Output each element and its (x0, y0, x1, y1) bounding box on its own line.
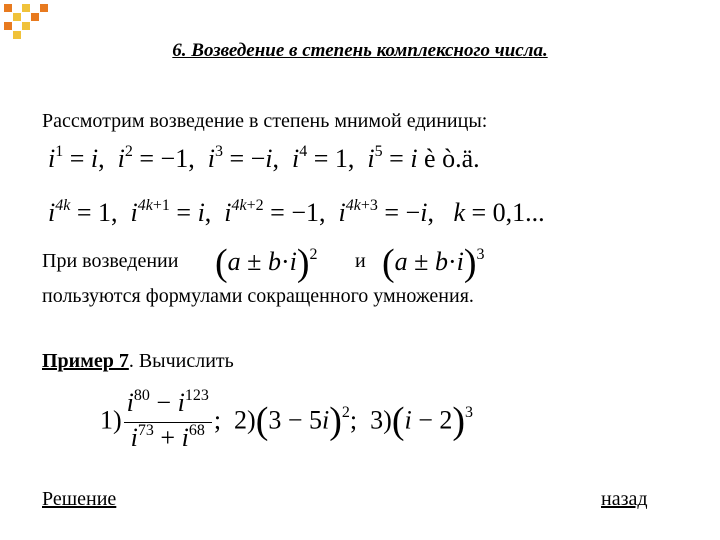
periodic-powers-formula: $i^{4k} = 1$, $i^{4k+1} = i$, $i^{4k+2} = -1$, $i^{4k+3} = -i$, k = 0,1... (48, 197, 545, 227)
slide-title: 6. Возведение в степень комплексного числа. (172, 40, 548, 61)
back-link[interactable]: назад (601, 488, 648, 510)
formulas-text: пользуются формулами сокращенного умножения. (42, 285, 474, 307)
and-text: и (355, 250, 366, 272)
solution-link[interactable]: Решение (42, 488, 117, 510)
example-rest: . Вычислить (128, 350, 234, 372)
corner-decoration (0, 0, 60, 44)
square-binomial-formula: $(a \pm b\cdot i)^2$ (215, 242, 318, 284)
example-expressions: 1) $\frac{i^{80} - i^{123}}{i^{73} + i^{68}}$ ; $2)(3 - 5i)^2$; $3)(i - 2)^3$ (100, 387, 474, 452)
intro-text: Рассмотрим возведение в степень мнимой единицы: (42, 110, 488, 132)
cube-binomial-formula: $(a \pm b\cdot i)^3$ (382, 242, 485, 284)
when-raising-text: При возведении (42, 250, 179, 272)
powers-of-i-formula: $i^1 = i$, $i^2 = -1$, $i^3 = -i$, $i^4 = 1$, $i^5 = i$ è ò.ä. (48, 143, 480, 173)
example-label: Пример 7 (42, 350, 129, 372)
example-heading (42, 350, 234, 373)
